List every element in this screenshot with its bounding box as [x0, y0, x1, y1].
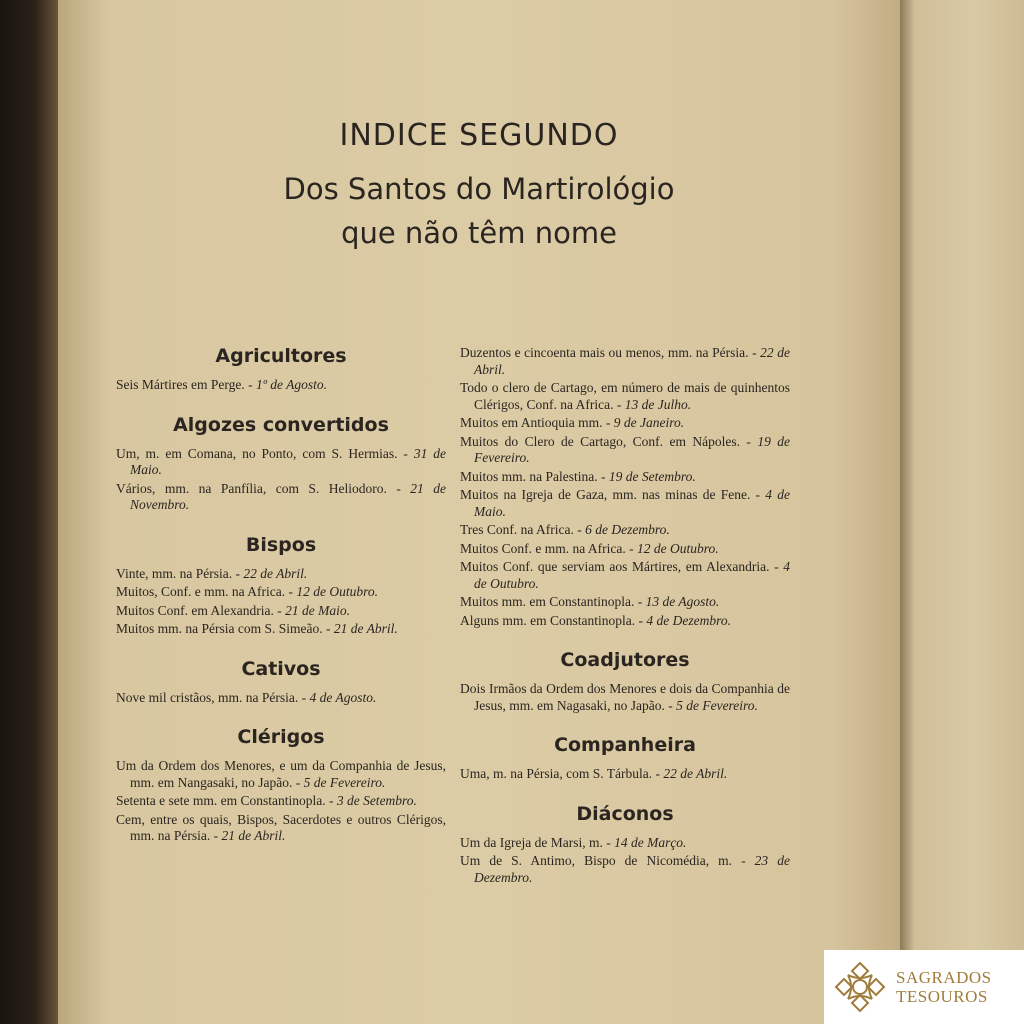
- index-entry: [460, 345, 790, 378]
- entry-list: [116, 566, 446, 638]
- section-title: Agricultores: [215, 345, 347, 367]
- index-entry: [116, 446, 446, 479]
- entry-text: Um de S. Antimo, Bispo de Nicomédia, m. -: [460, 853, 746, 868]
- entry-date: 13 de Julho.: [624, 396, 692, 412]
- index-entry: [460, 613, 790, 630]
- entry-date: 12 de Outubro.: [636, 540, 719, 556]
- section-title: Clérigos: [237, 726, 325, 748]
- section-title: Companheira: [554, 734, 696, 756]
- entry-text: Uma, m. na Pérsia, com S. Tárbula. -: [460, 766, 660, 781]
- entry-date: 4 de Maio.: [474, 487, 790, 519]
- entry-date: 13 de Agosto.: [645, 594, 720, 609]
- entry-text: Tres Conf. na Africa. -: [460, 522, 582, 537]
- index-entry: [116, 481, 446, 514]
- entry-text: Muitos, Conf. e mm. na Africa. -: [116, 584, 293, 599]
- entry-date: 19 de Setembro.: [608, 468, 696, 484]
- entry-date: 14 de Março.: [614, 834, 687, 850]
- section-title: Cativos: [241, 657, 321, 680]
- left-column: [116, 345, 446, 865]
- entry-date: 3 de Setembro.: [336, 793, 417, 808]
- index-entry: [460, 835, 790, 852]
- index-entry: [460, 853, 790, 886]
- index-entry: [116, 566, 446, 583]
- entry-text: Um, m. em Comana, no Ponto, com S. Hermias. -: [116, 445, 408, 461]
- index-entry: [460, 681, 790, 714]
- entry-date: 21 de Novembro.: [130, 480, 447, 512]
- index-entry: [460, 380, 790, 413]
- index-entry: [116, 584, 446, 601]
- entry-date: 4 de Outubro.: [474, 559, 791, 591]
- entry-text: Vários, mm. na Panfília, com S. Heliodoro. -: [116, 480, 401, 496]
- index-entry: [116, 690, 446, 707]
- section-title: Algozes convertidos: [173, 413, 389, 436]
- entry-text: Todo o clero de Cartago, em número de mais de quinhentos Clérigos, Conf. na Africa. -: [460, 380, 790, 412]
- index-entry: [460, 434, 790, 467]
- page-subtitle-line-2: que não têm nome: [341, 216, 617, 250]
- entry-text: Muitos na Igreja de Gaza, mm. nas minas de Fene. -: [460, 487, 761, 502]
- index-entry: [460, 469, 790, 486]
- index-entry: [460, 522, 790, 539]
- entry-text: Muitos mm. na Pérsia com S. Simeão. -: [116, 621, 331, 636]
- entry-date: 5 de Fevereiro.: [303, 774, 386, 790]
- entry-text: Muitos Conf. em Alexandria. -: [116, 602, 282, 618]
- entry-date: 22 de Abril.: [474, 345, 790, 377]
- right-column: [460, 345, 790, 906]
- entry-text: Setenta e sete mm. em Constantinopla. -: [116, 793, 334, 808]
- entry-date: 23 de Dezembro.: [474, 853, 790, 885]
- ornament-icon: [832, 959, 888, 1015]
- entry-date: 21 de Maio.: [285, 602, 350, 618]
- entry-text: Duzentos e cincoenta mais ou menos, mm. na Pérsia. -: [460, 345, 757, 360]
- entry-date: 5 de Fevereiro.: [676, 697, 758, 713]
- entry-text: Muitos do Clero de Cartago, Conf. em Nápoles. -: [460, 433, 751, 449]
- book-page: [58, 0, 900, 1024]
- page-header: [58, 118, 900, 255]
- entry-text: Muitos Conf. que serviam aos Mártires, em Alexandria. -: [460, 559, 779, 574]
- logo-line-1: SAGRADOS: [896, 968, 992, 987]
- entry-text: Um da Ordem dos Menores, e um da Companhia de Jesus, mm. em Nangasaki, no Japão. -: [116, 758, 446, 790]
- index-entry: [116, 377, 446, 394]
- entry-list: [460, 345, 790, 629]
- index-entry: [460, 487, 790, 520]
- entry-date: 12 de Outubro.: [296, 584, 378, 599]
- index-entry: [460, 594, 790, 611]
- entry-date: 19 de Fevereiro.: [474, 433, 790, 465]
- entry-date: 31 de Maio.: [130, 445, 446, 477]
- index-entry: [116, 758, 446, 791]
- index-entry: [460, 415, 790, 432]
- logo-text: [896, 968, 992, 1006]
- index-entry: [460, 559, 790, 592]
- section-title: Bispos: [245, 533, 317, 556]
- entry-date: 21 de Abril.: [221, 828, 286, 843]
- entry-text: Muitos Conf. e mm. na Africa. -: [460, 540, 634, 556]
- index-entry: [116, 793, 446, 810]
- facing-page-edge: [900, 0, 1024, 1024]
- entry-date: 9 de Janeiro.: [613, 415, 685, 430]
- index-entry: [116, 812, 446, 845]
- entry-date: 6 de Dezembro.: [585, 522, 670, 537]
- section-title: Diáconos: [576, 802, 674, 825]
- index-entry: [116, 621, 446, 638]
- entry-date: 21 de Abril.: [333, 621, 398, 636]
- entry-list: [116, 377, 446, 394]
- index-entry: [460, 541, 790, 558]
- entry-list: [460, 681, 790, 714]
- page-subtitle-line-1: Dos Santos do Martirológio: [283, 172, 675, 206]
- entry-date: 22 de Abril.: [243, 565, 308, 581]
- entry-date: 4 de Dezembro.: [646, 612, 731, 628]
- watermark-logo: [824, 950, 1024, 1024]
- entry-text: Alguns mm. em Constantinopla. -: [460, 612, 643, 628]
- book-spine: [0, 0, 58, 1024]
- entry-text: Muitos mm. na Palestina. -: [460, 468, 606, 484]
- entry-date: 1º de Agosto.: [255, 377, 328, 392]
- entry-text: Nove mil cristãos, mm. na Pérsia. -: [116, 689, 307, 705]
- entry-list: [116, 446, 446, 514]
- entry-list: [460, 766, 790, 783]
- logo-line-2: TESOUROS: [896, 987, 988, 1006]
- section-title: Coadjutores: [560, 649, 690, 671]
- entry-text: Vinte, mm. na Pérsia. -: [116, 565, 241, 581]
- index-entry: [116, 603, 446, 620]
- index-entry: [460, 766, 790, 783]
- page-title: INDICE SEGUNDO: [339, 118, 619, 153]
- entry-list: [116, 690, 446, 707]
- entry-text: Muitos mm. em Constantinopla. -: [460, 594, 643, 609]
- entry-text: Um da Igreja de Marsi, m. -: [460, 834, 611, 850]
- entry-text: Seis Mártires em Perge. -: [116, 377, 253, 392]
- entry-list: [116, 758, 446, 845]
- entry-date: 22 de Abril.: [663, 766, 728, 781]
- entry-text: Muitos em Antioquia mm. -: [460, 415, 611, 430]
- entry-date: 4 de Agosto.: [309, 689, 377, 705]
- entry-text: Dois Irmãos da Ordem dos Menores e dois da Companhia de Jesus, mm. em Nagasaki, no Japão. -: [460, 681, 790, 713]
- entry-list: [460, 835, 790, 887]
- entry-text: Cem, entre os quais, Bispos, Sacerdotes e outros Clérigos, mm. na Pérsia. -: [116, 811, 446, 843]
